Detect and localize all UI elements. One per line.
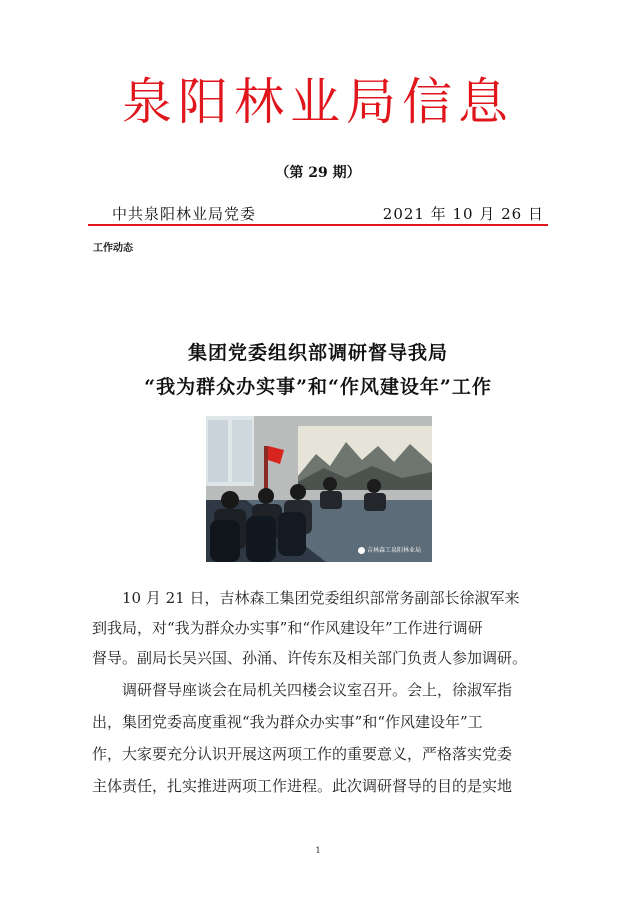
article-title-line-1: 集团党委组织部调研督导我局: [187, 342, 448, 364]
issue-date: 2021 年 10 月 26 日: [382, 205, 544, 223]
issue-number: （第 29 期）: [275, 165, 361, 181]
paragraph-line: 督导。副局长吴兴国、孙涌、许传东及相关部门负责人参加调研。: [92, 649, 528, 667]
meeting-photo: [206, 416, 432, 562]
paragraph-line: 主体责任，扎实推进两项工作进程。此次调研督导的目的是实地: [92, 777, 513, 795]
page-number: 1: [315, 846, 321, 855]
wechat-logo-icon: [358, 547, 365, 554]
issuer-name: 中共泉阳林业局党委: [112, 205, 257, 223]
paragraph-line: 调研督导座谈会在局机关四楼会议室召开。会上，徐淑军指: [92, 681, 513, 699]
photo-watermark: 吉林森工泉阳林业局: [358, 545, 421, 554]
paragraph-line: 10 月 21 日，吉林森工集团党委组织部常务副部长徐淑军来: [92, 589, 520, 607]
paragraph-line: 出，集团党委高度重视“我为群众办实事”和“作风建设年”工: [92, 713, 483, 731]
section-label: 工作动态: [93, 243, 133, 254]
paragraph-line: 到我局，对“我为群众办实事”和“作风建设年”工作进行调研: [92, 619, 483, 637]
paragraph-line: 作，大家要充分认识开展这两项工作的重要意义，严格落实党委: [92, 745, 513, 763]
masthead-title: 泉阳林业局信息: [122, 73, 514, 131]
article-title-line-2: “我为群众办实事”和“作风建设年”工作: [144, 376, 492, 398]
header-divider: [88, 224, 548, 226]
